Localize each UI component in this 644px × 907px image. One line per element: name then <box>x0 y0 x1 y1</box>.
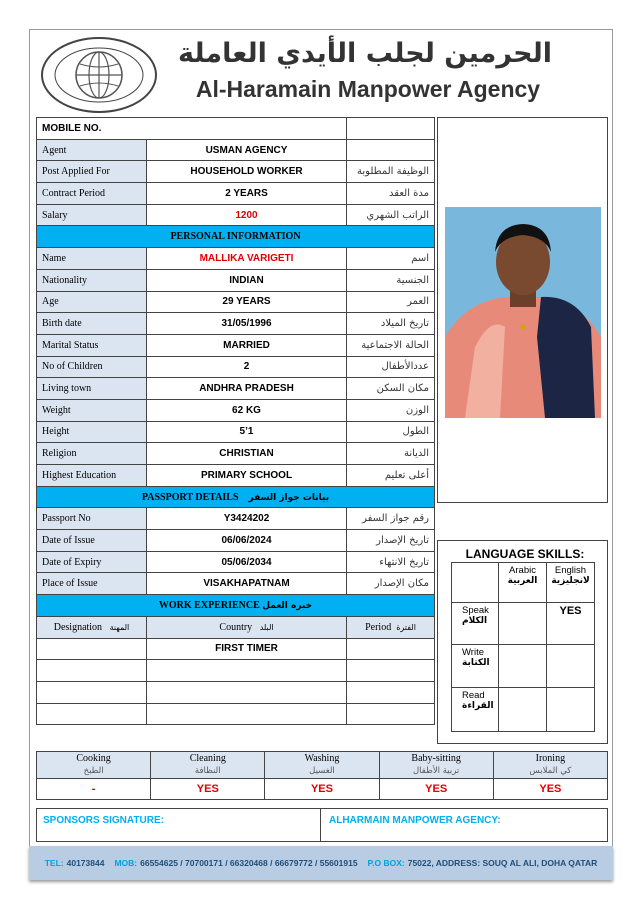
row-birth: Birth date 31/05/1996 تاريخ الميلاد <box>37 313 435 335</box>
row-passport-no: Passport No Y3424202 رقم جواز السفر <box>37 508 435 530</box>
footer-tel: 40173844 <box>66 858 105 868</box>
row-name: Name MALLIKA VARIGETI اسم <box>37 248 435 270</box>
cleaning-value: YES <box>151 779 265 800</box>
babysitting-value: YES <box>379 779 493 800</box>
skill-washing: Washing الغسيل <box>265 752 379 779</box>
agency-arabic-name: الحرمين لجلب الأيدي العاملة <box>178 38 552 69</box>
skill-cleaning: Cleaning النظافة <box>151 752 265 779</box>
row-agent: Agent USMAN AGENCY <box>37 139 435 161</box>
skill-babysitting: Baby-sitting تربية الأطفال <box>379 752 493 779</box>
footer-contact: TEL: 40173844 MOB: 66554625 / 70700171 / 66320468 / 66679772 / 55601915 P.O BOX: 75022, ADDRESS: SOUQ AL ALI, DOHA QATAR <box>29 846 613 880</box>
work-columns-header <box>37 616 435 638</box>
row-contract: Contract Period 2 YEARS مدة العقد <box>37 183 435 205</box>
row-education: Highest Education PRIMARY SCHOOL أعلى تعليم <box>37 465 435 487</box>
read-label: Read القراءة <box>452 688 499 732</box>
speak-english-value: YES <box>547 603 595 645</box>
cooking-value: - <box>37 779 151 800</box>
application-form <box>36 117 435 725</box>
write-label: Write الكتابة <box>452 645 499 688</box>
period-column: Period الفترة <box>347 616 435 638</box>
language-skills-title: LANGUAGE SKILLS: <box>465 547 585 561</box>
agency-signature-label: ALHARMAIN MANPOWER AGENCY: <box>329 815 501 826</box>
row-place-issue: Place of Issue VISAKHAPATNAM مكان الإصدار <box>37 573 435 595</box>
sponsor-signature-label: SPONSORS SIGNATURE: <box>43 815 164 826</box>
row-children: No of Children 2 عددالأطفال <box>37 356 435 378</box>
row-salary: Salary 1200 الراتب الشهري <box>37 204 435 226</box>
footer-address: 75022, ADDRESS: SOUQ AL ALI, DOHA QATAR <box>407 858 598 868</box>
mobile-label: MOBILE NO. <box>37 118 347 140</box>
washing-value: YES <box>265 779 379 800</box>
speak-label: Speak الكلام <box>452 603 499 645</box>
row-town: Living town ANDHRA PRADESH مكان السكن <box>37 378 435 400</box>
row-nationality: Nationality INDIAN الجنسية <box>37 269 435 291</box>
row-marital: Marital Status MARRIED الحالة الاجتماعية <box>37 334 435 356</box>
work-value: FIRST TIMER <box>147 638 347 660</box>
row-age: Age 29 YEARS العمر <box>37 291 435 313</box>
work-experience-header: WORK EXPERIENCE خبره العمل <box>37 595 435 617</box>
row-weight: Weight 62 KG الوزن <box>37 399 435 421</box>
row-religion: Religion CHRISTIAN الديانة <box>37 443 435 465</box>
work-row <box>37 703 435 725</box>
passport-details-header: PASSPORT DETAILS بيانات جواز السفر <box>37 486 435 508</box>
row-issue-date: Date of Issue 06/06/2024 تاريخ الإصدار <box>37 530 435 552</box>
country-column: Country البلد <box>147 616 347 638</box>
agency-logo <box>40 36 158 114</box>
work-row <box>37 638 435 660</box>
household-skills-table <box>36 751 608 800</box>
personal-info-header: PERSONAL INFORMATION <box>37 226 435 248</box>
row-post: Post Applied For HOUSEHOLD WORKER الوظيفة المطلوبة <box>37 161 435 183</box>
applicant-photo <box>445 207 601 418</box>
skill-ironing: Ironing كي الملابس <box>493 752 607 779</box>
row-height: Height 5’1 الطول <box>37 421 435 443</box>
footer-mob: 66554625 / 70700171 / 66320468 / 66679772 / 55601915 <box>140 858 358 868</box>
row-expiry-date: Date of Expiry 05/06/2034 تاريخ الانتهاء <box>37 551 435 573</box>
designation-column: Designation المهنة <box>37 616 147 638</box>
work-row <box>37 660 435 682</box>
work-row <box>37 681 435 703</box>
english-column: English لانجليزية <box>547 563 595 603</box>
skill-cooking: Cooking الطبخ <box>37 752 151 779</box>
signature-divider <box>320 808 321 842</box>
agency-english-name: Al-Haramain Manpower Agency <box>195 76 541 102</box>
ironing-value: YES <box>493 779 607 800</box>
arabic-column: Arabic العربية <box>499 563 547 603</box>
language-skills-table <box>451 562 595 732</box>
